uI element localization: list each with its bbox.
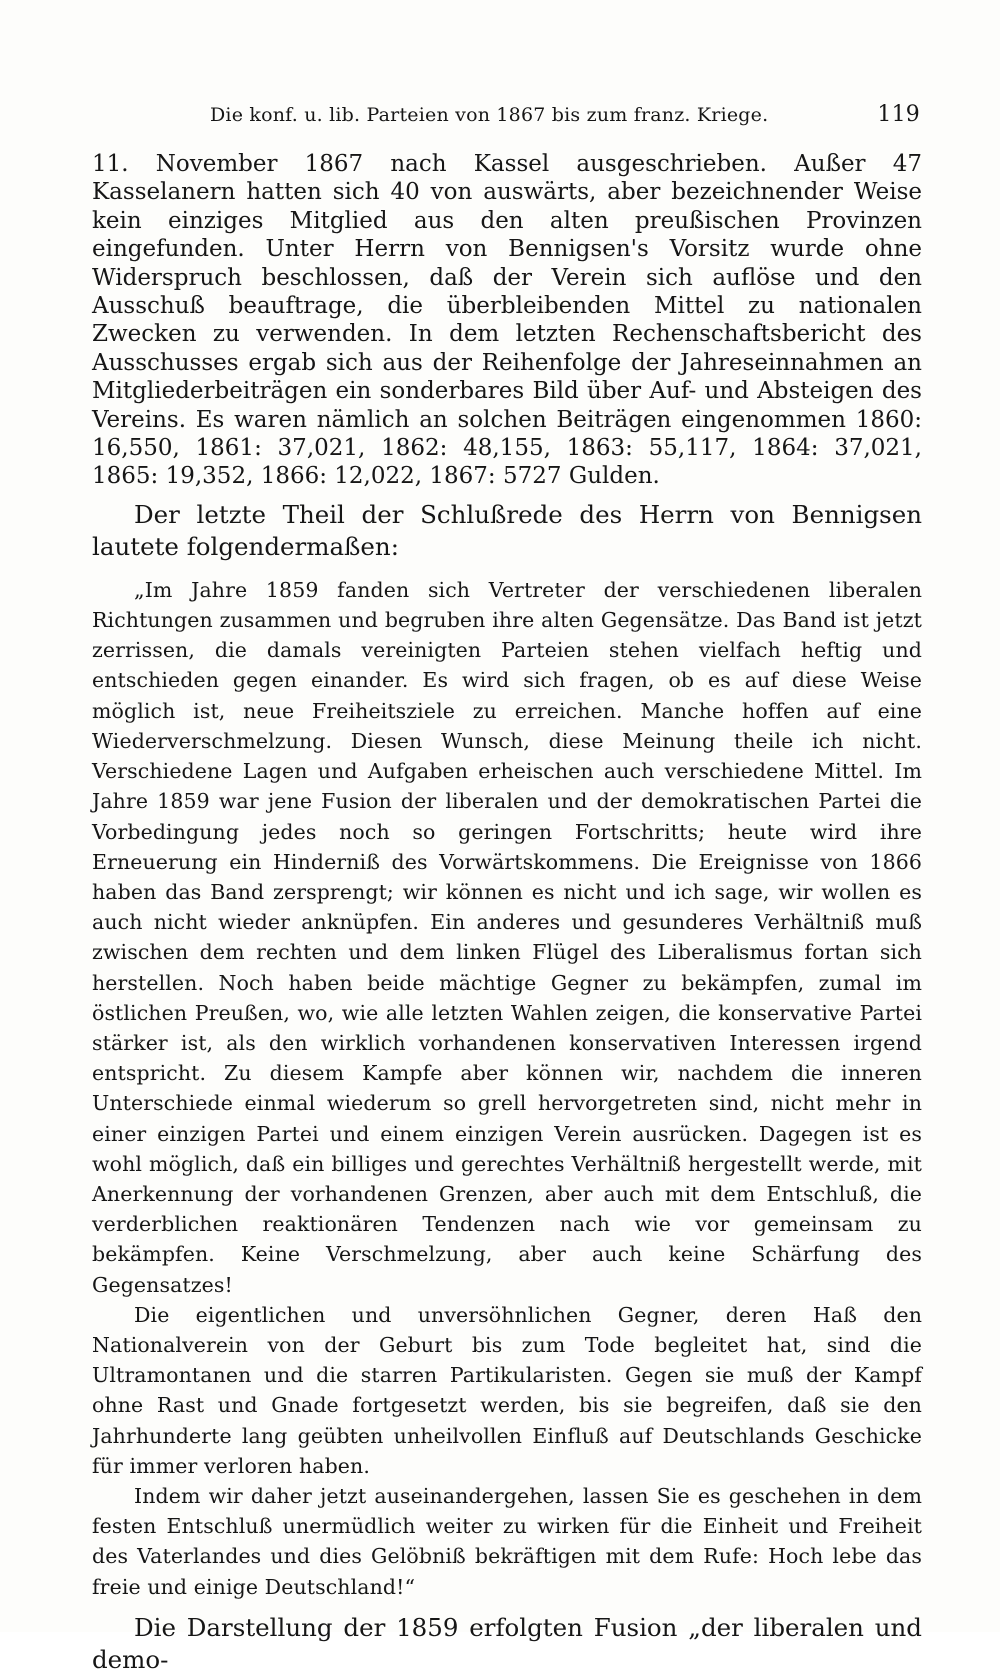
page-number: 119 [877,102,920,127]
speech-quotation [92,575,922,1602]
quote-paragraph-fusion: „Im Jahre 1859 fanden sich Vertreter der verschiedenen liberalen Richtungen zusammen und begruben ihre alten Gegensätze. Das Band ist jetzt zerrissen, die damals vereinigten Parteien stehen vielfach heftig und entschieden gegen einander. Es wird sich fragen, ob es auf diese Weise möglich ist, neue Freiheitsziele zu erreichen. Manche hoffen auf eine Wiederverschmelzung. Diesen Wunsch, diese Meinung theile ich nicht. Verschiedene Lagen und Aufgaben erheischen auch verschiedene Mittel. Im Jahre 1859 war jene Fusion der liberalen und der demokratischen Partei die Vorbedingung jedes noch so geringen Fortschritts; heute wird ihre Erneuerung ein Hinderniß des Vorwärtskommens. Die Ereignisse von 1866 haben das Band zersprengt; wir können es nicht und ich sage, wir wollen es auch nicht wieder anknüpfen. Ein anderes und gesunderes Verhältniß muß zwischen dem rechten und dem linken Flügel des Liberalismus fortan sich herstellen. Noch haben beide mächtige Gegner zu bekämpfen, zumal im östlichen Preußen, wo, wie alle letzten Wahlen zeigen, die konservative Partei stärker ist, als den wirklich vorhandenen konservativen Interessen irgend entspricht. Zu diesem Kampfe aber können wir, nachdem die inneren Unterschiede einmal wiederum so grell hervorgetreten sind, nicht mehr in einer einzigen Partei und einem einzigen Verein ausrücken. Dagegen ist es wohl möglich, daß ein billiges und gerechtes Verhältniß hergestellt werde, mit Anerkennung der vorhandenen Grenzen, aber auch mit dem Entschluß, die verderblichen reaktionären Tendenzen nach wie vor gemeinsam zu bekämpfen. Keine Verschmelzung, aber auch keine Schärfung des Gegensatzes! [92,577,922,1297]
quote-paragraph-opponents: Die eigentlichen und unversöhnlichen Gegner, deren Haß den Nationalverein von der Geburt bis zum Tode begleitet hat, sind die Ultramontanen und die starren Partikularisten. Gegen sie muß der Kampf ohne Rast und Gnade fortgesetzt werden, bis sie begreifen, daß sie den Jahrhunderte lang geübten unheilvollen Einfluß auf Deutschlands Geschicke für immer verloren haben. [92,1302,922,1478]
paragraph-speech-intro: Der letzte Theil der Schlußrede des Herrn von Bennigsen lautete folgendermaßen: [92,499,922,561]
page-body [92,150,922,1676]
quote-paragraph-closing: Indem wir daher jetzt auseinandergehen, lassen Sie es geschehen in dem festen Entschluß unermüdlich weiter zu wirken für die Einheit und Freiheit des Vaterlandes und dies Gelöbniß bekräftigen mit dem Rufe: Hoch lebe das freie und einige Deutschland!“ [92,1483,922,1599]
running-title: Die konf. u. lib. Parteien von 1867 bis zum franz. Kriege. [210,104,769,126]
running-header [210,100,920,132]
paragraph-continuation: Die Darstellung der 1859 erfolgten Fusion „der liberalen und demo- [92,1612,922,1674]
paragraph-nationalverein-dissolution: 11. November 1867 nach Kassel ausgeschrieben. Außer 47 Kasselanern hatten sich 40 von auswärts, aber bezeichnender Weise kein einziges Mitglied aus den alten preußischen Provinzen eingefunden. Unter Herrn von Bennigsen's Vorsitz wurde ohne Widerspruch beschlossen, daß der Verein sich auflöse und den Ausschuß beauftrage, die überbleibenden Mittel zu nationalen Zwecken zu verwenden. In dem letzten Rechenschaftsbericht des Ausschusses ergab sich aus der Reihenfolge der Jahreseinnahmen an Mitgliederbeiträgen ein sonderbares Bild über Auf- und Absteigen des Vereins. Es waren nämlich an solchen Beiträgen eingenommen 1860: 16,550, 1861: 37,021, 1862: 48,155, 1863: 55,117, 1864: 37,021, 1865: 19,352, 1866: 12,022, 1867: 5727 Gulden. [92,151,922,490]
